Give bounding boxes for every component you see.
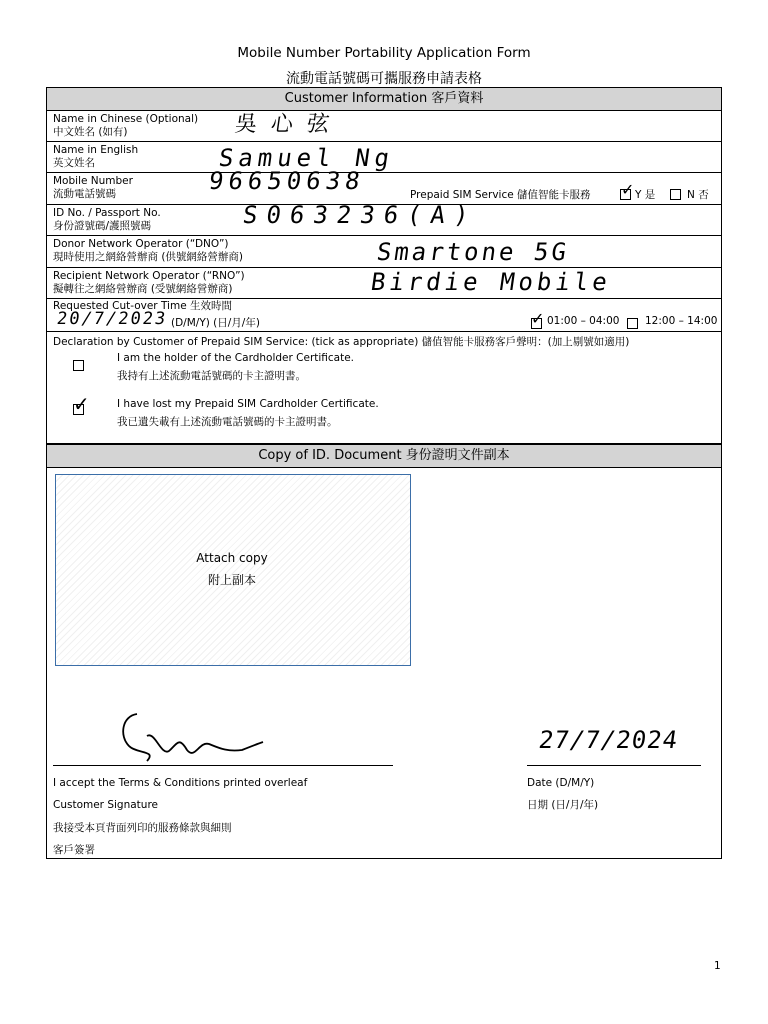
attach-label-en: Attach copy bbox=[196, 551, 268, 565]
accept-terms-text-zh: 我接受本頁背面列印的服務條款與細則 bbox=[53, 822, 232, 834]
cutover-date-format: (D/M/Y) (日/月/年) bbox=[171, 317, 260, 329]
prepaid-sim-label: Prepaid SIM Service 儲值智能卡服務 bbox=[410, 189, 591, 201]
row-id-number bbox=[47, 201, 721, 236]
section-id-copy: Copy of ID. Document 身份證明文件副本 bbox=[47, 444, 721, 468]
dno-value[interactable]: Smartone 5G bbox=[375, 238, 571, 266]
customer-signature-label-zh: 客戶簽署 bbox=[53, 844, 95, 856]
row-name-chinese bbox=[47, 111, 721, 142]
prepaid-no-label: N 否 bbox=[687, 189, 709, 201]
name-english-label-zh: 英文姓名 bbox=[53, 157, 95, 169]
section-customer-information: Customer Information 客戶資料 bbox=[47, 88, 721, 111]
row-declaration bbox=[47, 332, 721, 444]
declaration-opt1-zh: 我持有上述流動電話號碼的卡主證明書。 bbox=[117, 370, 306, 382]
accept-terms-text: I accept the Terms & Conditions printed overleaf bbox=[53, 777, 308, 789]
prepaid-no-checkbox[interactable] bbox=[670, 189, 681, 200]
slot2-label: 12:00 – 14:00 bbox=[645, 315, 718, 327]
rno-value[interactable]: Birdie Mobile bbox=[369, 268, 613, 296]
name-chinese-value[interactable]: 吳心弦 bbox=[233, 112, 345, 137]
name-english-label-en: Name in English bbox=[53, 144, 139, 156]
row-recipient-network bbox=[47, 268, 721, 299]
row-name-english bbox=[47, 142, 721, 173]
slot1-tick-icon: ✓ bbox=[531, 309, 545, 328]
mobile-value[interactable]: 96650638 bbox=[207, 167, 367, 195]
cutover-label: Requested Cut-over Time 生效時間 bbox=[53, 300, 232, 312]
declaration-opt1-en: I am the holder of the Cardholder Certificate. bbox=[117, 352, 355, 364]
customer-signature-drawing bbox=[117, 706, 267, 766]
name-chinese-label-en: Name in Chinese (Optional) bbox=[53, 113, 199, 125]
application-form bbox=[46, 87, 722, 859]
prepaid-yes-tick-icon: ✓ bbox=[621, 180, 635, 199]
declaration-opt1-checkbox[interactable] bbox=[73, 360, 84, 371]
declaration-opt2-zh: 我已遺失載有上述流動電話號碼的卡主證明書。 bbox=[117, 416, 338, 428]
id-label-en: ID No. / Passport No. bbox=[53, 207, 161, 219]
rno-label-en: Recipient Network Operator (“RNO”) bbox=[53, 270, 245, 282]
mobile-label-en: Mobile Number bbox=[53, 175, 133, 187]
name-english-value[interactable]: Samuel Ng bbox=[217, 144, 397, 172]
date-line bbox=[527, 765, 701, 766]
id-label-zh: 身份證號碼/護照號碼 bbox=[53, 220, 152, 232]
customer-signature-label: Customer Signature bbox=[53, 799, 158, 811]
rno-label-zh: 擬轉往之網絡營辦商 (受號網絡營辦商) bbox=[53, 283, 233, 295]
dno-label-en: Donor Network Operator (“DNO”) bbox=[53, 238, 229, 250]
dno-label-zh: 現時使用之網絡營辦商 (供號網絡營辦商) bbox=[53, 251, 244, 263]
declaration-opt2-tick-icon: ✓ bbox=[73, 392, 90, 416]
declaration-opt2-en: I have lost my Prepaid SIM Cardholder Certificate. bbox=[117, 398, 379, 410]
signature-line bbox=[53, 765, 393, 766]
prepaid-yes-label: Y 是 bbox=[635, 189, 656, 201]
attach-label-zh: 附上副本 bbox=[207, 573, 256, 587]
form-title-en: Mobile Number Portability Application Form bbox=[237, 45, 531, 61]
declaration-heading: Declaration by Customer of Prepaid SIM Service: (tick as appropriate) 儲值智能卡服務客戶聲明：(加上剔號如適用) bbox=[53, 336, 630, 348]
form-title-zh: 流動電話號碼可攜服務申請表格 bbox=[286, 71, 482, 87]
slot1-label: 01:00 – 04:00 bbox=[547, 315, 620, 327]
date-value[interactable]: 27/7/2024 bbox=[537, 726, 681, 754]
mobile-label-zh: 流動電話號碼 bbox=[53, 188, 116, 200]
id-value[interactable]: S063236(A) bbox=[241, 201, 480, 229]
slot2-checkbox[interactable] bbox=[627, 318, 638, 329]
name-chinese-label-zh: 中文姓名 (如有) bbox=[53, 126, 128, 138]
attach-id-copy-area[interactable] bbox=[55, 474, 411, 666]
cutover-date-value[interactable]: 20/7/2023 bbox=[55, 309, 169, 329]
page-number: 1 bbox=[714, 960, 721, 972]
row-cutover-time bbox=[47, 299, 721, 332]
row-donor-network bbox=[47, 236, 721, 268]
date-label: Date (D/M/Y) bbox=[527, 777, 595, 789]
date-label-zh: 日期 (日/月/年) bbox=[527, 799, 599, 811]
